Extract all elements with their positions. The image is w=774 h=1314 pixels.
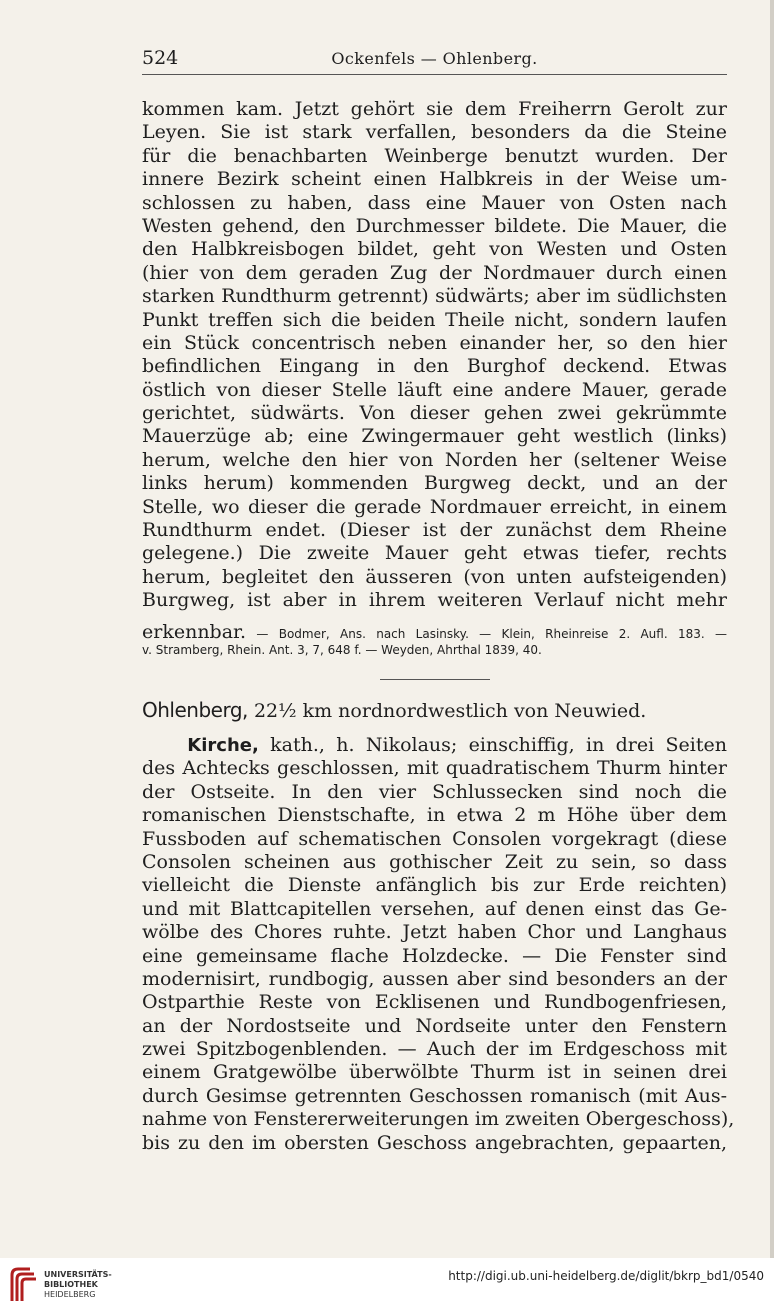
text-line: den Halbkreisbogen bildet, geht von Westen und Osten [142, 238, 727, 261]
text-line: einem Gratgewölbe überwölbte Thurm ist in seinen drei [142, 1061, 727, 1084]
text-line: wölbe des Chores ruhte. Jetzt haben Chor und Langhaus [142, 921, 727, 944]
text-line: östlich von dieser Stelle läuft eine andere Mauer, gerade [142, 378, 727, 401]
logo-line: HEIDELBERG [44, 1290, 96, 1299]
kirche-lead: Kirche, [187, 735, 259, 756]
text-line: Stelle, wo dieser die gerade Nordmauer erreicht, in einem [142, 495, 727, 518]
text-line: modernisirt, rundbogig, aussen aber sind besonders an der [142, 967, 727, 990]
text-line: Consolen scheinen aus gothischer Zeit zu sein, so dass [142, 850, 727, 873]
text-line: der Ostseite. In den vier Schlussecken sind noch die [142, 780, 727, 803]
text-line: zwei Spitzbogenblenden. — Auch der im Erdgeschoss mit [142, 1038, 727, 1061]
text-line: durch Gesimse getrennten Geschossen romanisch (mit Aus- [142, 1084, 727, 1107]
text-line: (hier von dem geraden Zug der Nordmauer durch einen [142, 261, 727, 284]
text-line: und mit Blattcapitellen versehen, auf denen einst das Ge- [142, 897, 727, 920]
text-line: herum, welche den hier von Norden her (seltener Weise [142, 448, 727, 471]
text-line: eine gemeinsame flache Holzdecke. — Die Fenster sind [142, 944, 727, 967]
text-line: Ostparthie Reste von Ecklisenen und Rundbogenfriesen, [142, 991, 727, 1014]
text-line: romanischen Dienstschafte, in etwa 2 m Höhe über dem [142, 804, 727, 827]
logo-line: BIBLIOTHEK [44, 1280, 98, 1289]
text-line: kommen kam. Jetzt gehört sie dem Freiherrn Gerolt zur [142, 98, 727, 120]
section-subtitle: 22½ km nordnordwestlich von Neuwied. [253, 700, 647, 722]
text-line: Burgweg, ist aber in ihrem weiteren Verlauf nicht mehr [142, 589, 727, 612]
text-line: Fussboden auf schematischen Consolen vorgekragt (diese [142, 827, 727, 850]
text-line: starken Rundthurm getrennt) südwärts; aber im südlichsten [142, 285, 727, 308]
text-line: Punkt treffen sich die beiden Theile nicht, sondern laufen [142, 308, 727, 331]
section-title: Ohlenberg, [142, 698, 248, 722]
permalink-url[interactable]: http://digi.ub.uni-heidelberg.de/diglit/bkrp_bd1/0540 [448, 1269, 764, 1283]
text-line: links herum) kommenden Burgweg deckt, und an der [142, 472, 727, 495]
text-line: schlossen zu haben, dass eine Mauer von Osten nach [142, 191, 727, 214]
kirche-text [142, 734, 735, 1155]
text-line: vielleicht die Dienste anfänglich bis zur Erde reichten) [142, 874, 727, 897]
running-title: Ockenfels — Ohlenberg. [331, 49, 538, 68]
text-line: Rundthurm endet. (Dieser ist der zunächst dem Rheine [142, 519, 727, 542]
text-line: Mauerzüge ab; eine Zwingermauer geht westlich (links) [142, 425, 727, 448]
text-line: befindlichen Eingang in den Burghof deckend. Etwas [142, 355, 727, 378]
kirche-first-line-rest: kath., h. Nikolaus; einschiffig, in drei Seiten [270, 734, 727, 756]
text-line: nahme von Fenstererweiterungen im zweiten Obergeschoss), [142, 1108, 735, 1131]
section-divider [380, 679, 490, 680]
section-heading [142, 698, 727, 722]
text-line: an der Nordostseite und Nordseite unter den Fenstern [142, 1014, 727, 1037]
text-line: gerichtet, südwärts. Von dieser gehen zwei gekrümmte [142, 402, 727, 425]
notes-line-rest: — Bodmer, Ans. nach Lasinsky. — Klein, Rheinreise 2. Aufl. 183. — [256, 627, 727, 641]
notes-lead-word: erkennbar. [142, 621, 247, 643]
text-line: für die benachbarten Weinberge benutzt wurden. Der [142, 144, 727, 167]
library-logo-text [44, 1270, 112, 1300]
text-line: Leyen. Sie ist stark verfallen, besonders da die Steine [142, 121, 727, 144]
viewer-footer [0, 1258, 774, 1314]
text-line [142, 734, 727, 757]
text-line: herum, begleitet den äusseren (von unten aufsteigenden) [142, 565, 727, 588]
text-line: gelegene.) Die zweite Mauer geht etwas tiefer, rechts [142, 542, 727, 565]
text-line: ein Stück concentrisch neben einander her, so den hier [142, 331, 727, 354]
bibliographic-notes [142, 623, 727, 659]
logo-line: UNIVERSITÄTS- [44, 1270, 112, 1279]
text-line: innere Bezirk scheint einen Halbkreis in der Weise um- [142, 168, 727, 191]
text-line: bis zu den im obersten Geschoss angebrachten, gepaarten, [142, 1131, 727, 1154]
page-number: 524 [142, 47, 179, 69]
text-line: Westen gehend, den Durchmesser bildete. Die Mauer, die [142, 214, 727, 237]
page-header [142, 44, 727, 75]
body-text [142, 98, 727, 613]
library-logo-icon[interactable] [8, 1267, 38, 1303]
notes-line [142, 623, 727, 641]
text-line: des Achtecks geschlossen, mit quadratischem Thurm hinter [142, 757, 727, 780]
notes-line: v. Stramberg, Rhein. Ant. 3, 7, 648 f. — Weyden, Ahrthal 1839, 40. [142, 643, 542, 657]
